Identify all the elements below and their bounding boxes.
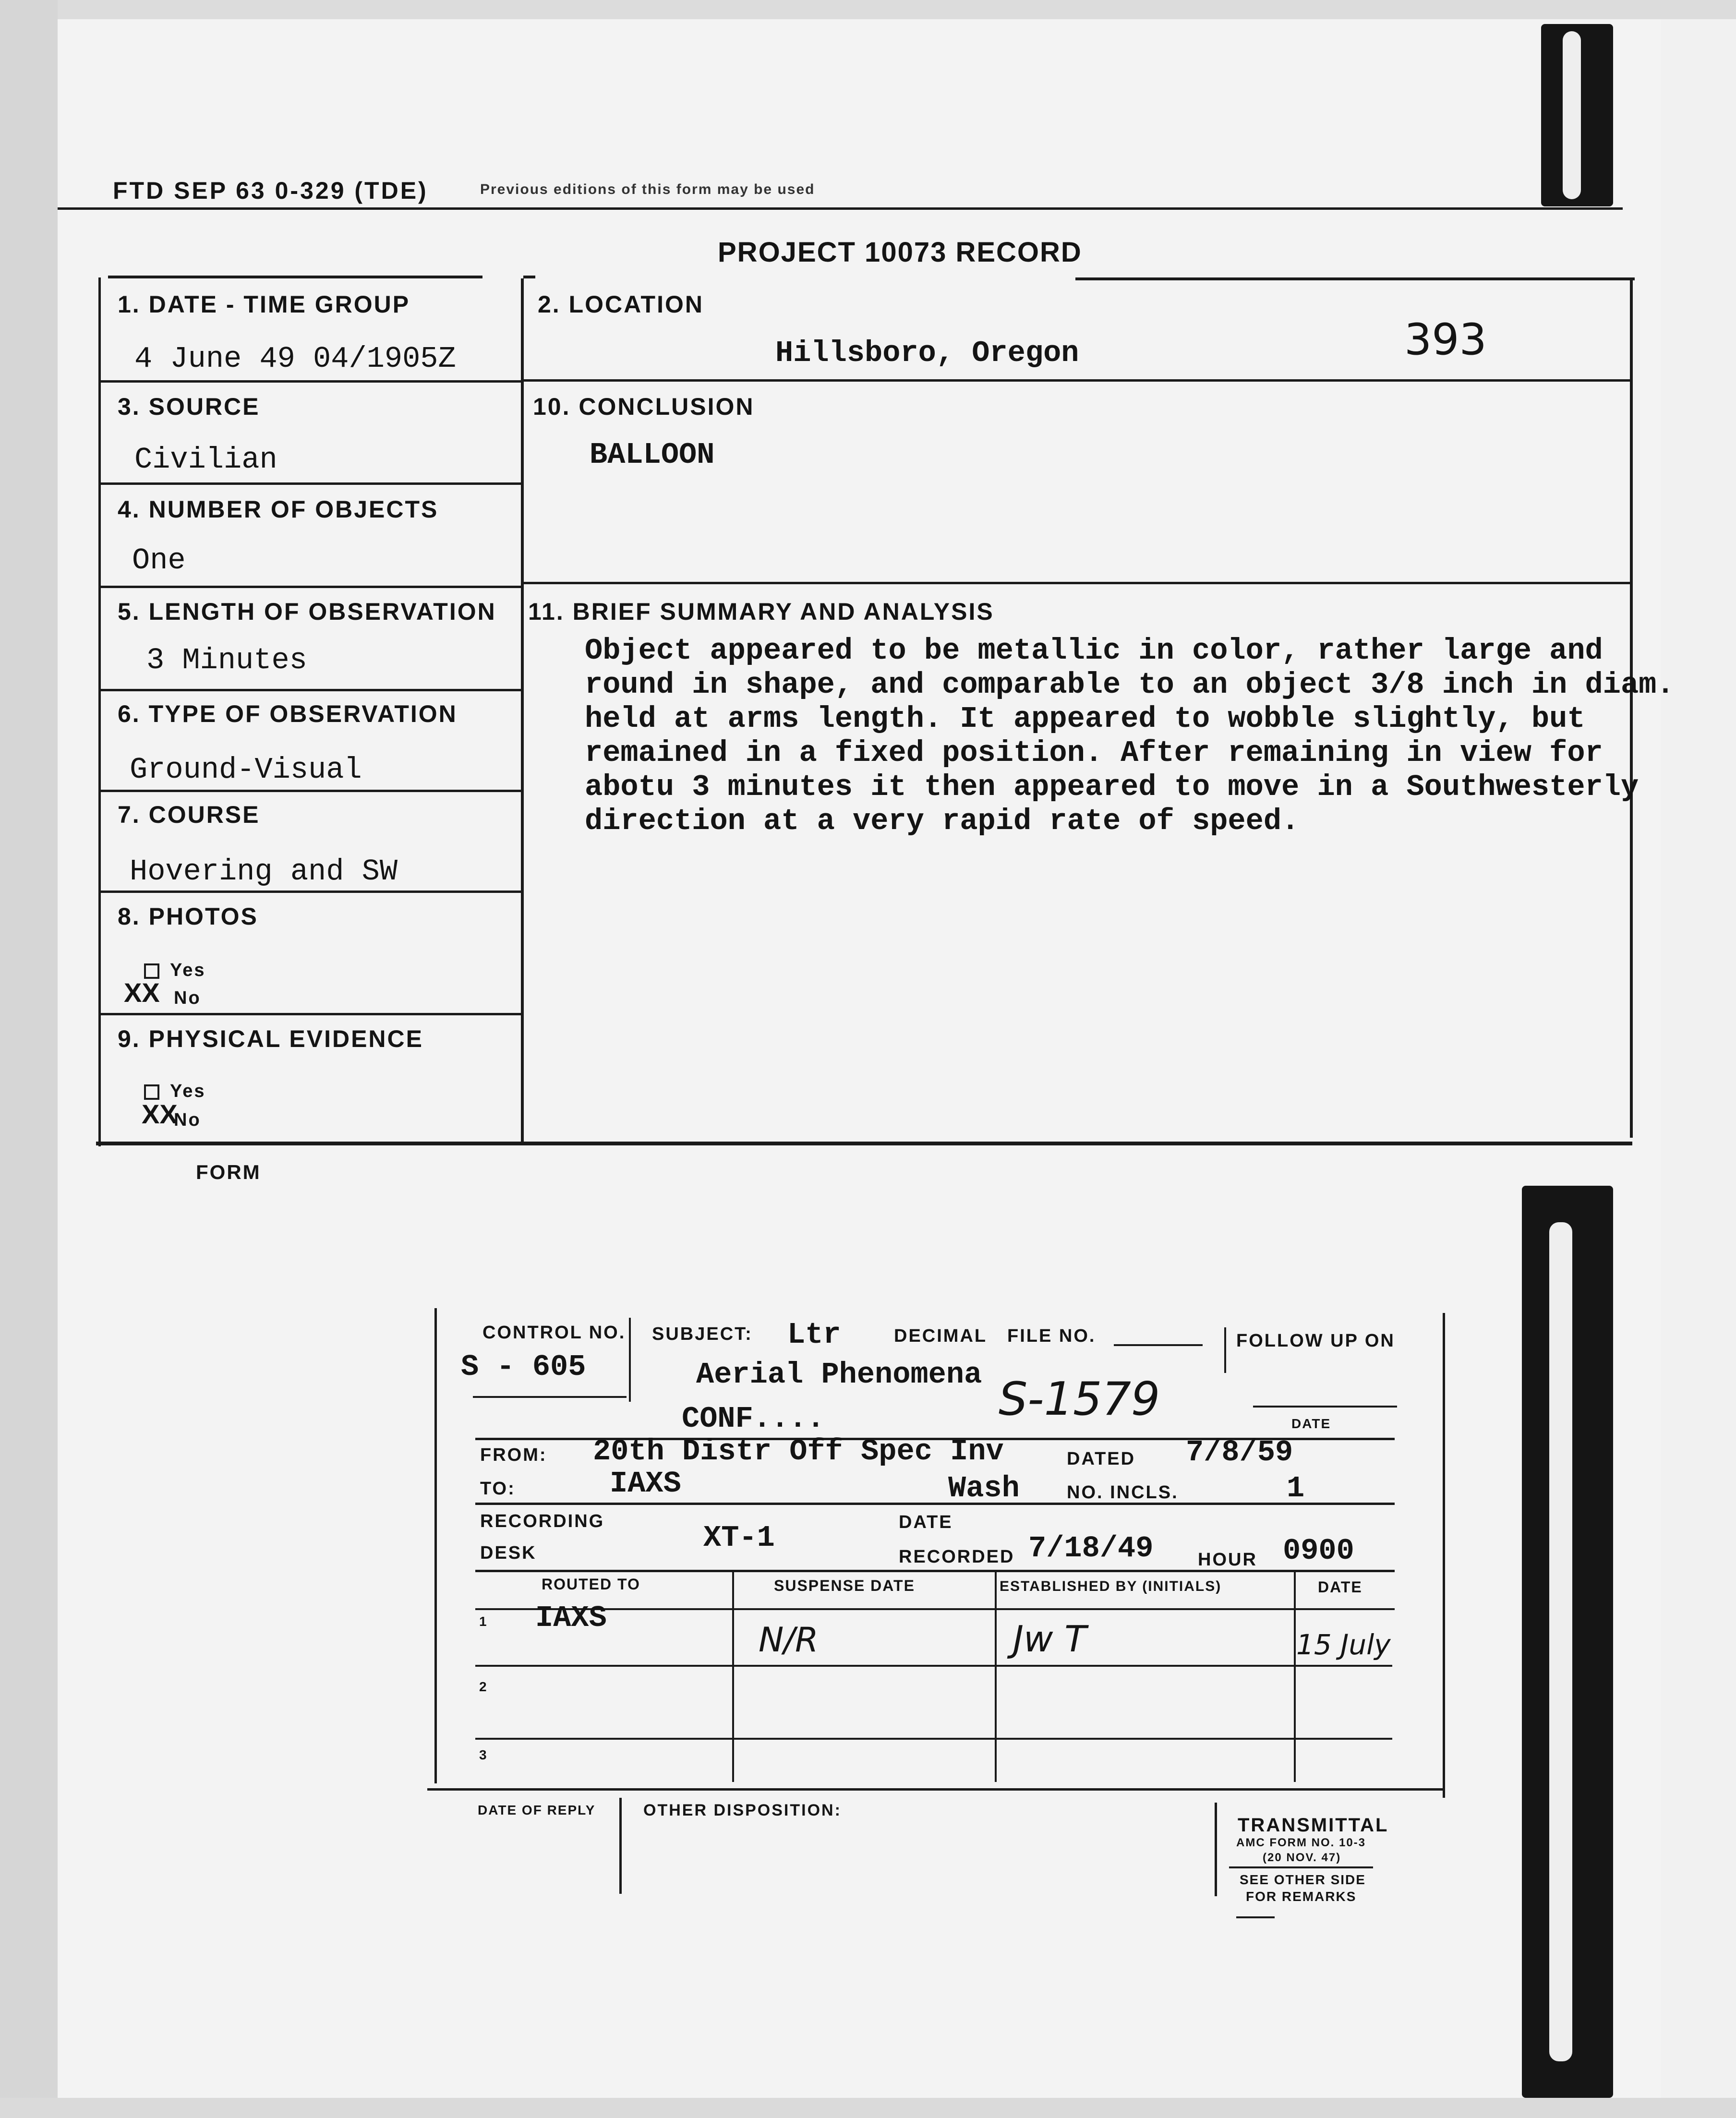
- physical-evidence-no-check-mark: XX: [142, 1099, 178, 1129]
- form-number-strip: FTD SEP 63 0-329 (TDE): [113, 177, 428, 204]
- slip-line: [434, 1308, 437, 1783]
- subject-line-3: CONF....: [682, 1402, 825, 1436]
- location-label: 2. LOCATION: [538, 291, 704, 318]
- no-incls-label: NO. INCLS.: [1067, 1482, 1179, 1503]
- date-recorded-label-1: DATE: [899, 1512, 953, 1532]
- routing-row-number: 2: [479, 1679, 488, 1694]
- film-edge-left: [0, 0, 58, 2118]
- type-of-observation-value: Ground-Visual: [130, 753, 362, 787]
- grid-line: [98, 586, 523, 588]
- conclusion-value: BALLOON: [590, 438, 715, 472]
- grid-line: [1075, 277, 1635, 280]
- type-of-observation-label: 6. TYPE OF OBSERVATION: [118, 700, 458, 727]
- date-of-reply-label: DATE OF REPLY: [478, 1803, 596, 1817]
- dated-value: 7/8/59: [1186, 1435, 1293, 1469]
- routing-row-initials: Jw T: [1013, 1618, 1087, 1660]
- subject-value: Ltr: [787, 1318, 841, 1352]
- slip-line: [475, 1665, 1392, 1667]
- subject-label: SUBJECT:: [652, 1324, 753, 1344]
- location-value: Hillsboro, Oregon: [775, 336, 1079, 370]
- routing-row-routed-to: IAXS: [535, 1601, 607, 1635]
- photos-no-label: No: [174, 988, 201, 1008]
- see-other-side-text: SEE OTHER SIDE: [1240, 1872, 1366, 1887]
- slip-line: [629, 1318, 631, 1402]
- summary-line: remained in a fixed position. After remaining in view for: [585, 736, 1603, 770]
- date-recorded-value: 7/18/49: [1028, 1531, 1154, 1565]
- photos-label: 8. PHOTOS: [118, 903, 258, 930]
- summary-line: direction at a very rapid rate of speed.: [585, 804, 1300, 838]
- decimal-label: DECIMAL: [894, 1326, 988, 1346]
- hour-label: HOUR: [1198, 1550, 1257, 1570]
- slip-line: [475, 1503, 1395, 1505]
- slip-line: [473, 1396, 627, 1398]
- summary-text: [585, 634, 1675, 838]
- control-no-value: S - 605: [461, 1350, 586, 1384]
- desk-value: XT-1: [703, 1521, 775, 1555]
- film-sprocket-mark-top: [1541, 24, 1613, 206]
- header-rule: [58, 207, 1623, 210]
- grid-line: [521, 379, 1632, 382]
- suspense-date-header: SUSPENSE DATE: [774, 1577, 915, 1594]
- source-value: Civilian: [134, 443, 277, 477]
- slip-line: [1443, 1313, 1445, 1798]
- slip-line: [1253, 1406, 1397, 1408]
- length-of-observation-value: 3 Minutes: [146, 643, 307, 677]
- slip-line: [1294, 1571, 1296, 1782]
- date-time-group-value: 4 June 49 04/1905Z: [134, 342, 456, 376]
- hour-value: 0900: [1283, 1534, 1354, 1568]
- page-title: PROJECT 10073 RECORD: [718, 237, 1082, 268]
- file-no-label: FILE NO.: [1007, 1326, 1096, 1346]
- number-of-objects-value: One: [132, 543, 186, 578]
- routing-row-number: 3: [479, 1747, 488, 1762]
- file-no-underline: [1114, 1344, 1203, 1346]
- form-strip-note: Previous editions of this form may be used: [480, 181, 815, 197]
- slip-line: [1229, 1866, 1373, 1868]
- grid-line: [521, 582, 1632, 584]
- physical-evidence-label: 9. PHYSICAL EVIDENCE: [118, 1025, 424, 1052]
- summary-label: 11. BRIEF SUMMARY AND ANALYSIS: [528, 598, 994, 625]
- slip-line: [1224, 1327, 1226, 1373]
- film-sprocket-mark-bottom: [1522, 1186, 1613, 2098]
- length-of-observation-label: 5. LENGTH OF OBSERVATION: [118, 598, 496, 625]
- slip-line: [995, 1571, 997, 1782]
- summary-line: held at arms length. It appeared to wobble slightly, but: [585, 702, 1585, 736]
- to-city: Wash: [948, 1471, 1020, 1505]
- summary-line: Object appeared to be metallic in color, rather large and: [585, 634, 1603, 668]
- physical-evidence-no-label: No: [174, 1110, 201, 1130]
- case-number: 393: [1404, 314, 1487, 365]
- from-value: 20th Distr Off Spec Inv: [593, 1434, 1004, 1468]
- slip-line: [427, 1788, 1445, 1791]
- summary-line: abotu 3 minutes it then appeared to move in a Southwesterly: [585, 770, 1639, 804]
- no-incls-value: 1: [1287, 1471, 1305, 1505]
- slip-line: [475, 1608, 1395, 1610]
- source-label: 3. SOURCE: [118, 393, 260, 420]
- photos-no-check-mark: XX: [124, 977, 160, 1008]
- grid-line: [98, 380, 523, 383]
- conclusion-label: 10. CONCLUSION: [533, 393, 755, 420]
- routed-to-header: ROUTED TO: [542, 1576, 640, 1593]
- slip-line: [732, 1571, 734, 1782]
- course-label: 7. COURSE: [118, 801, 260, 828]
- from-label: FROM:: [480, 1445, 547, 1465]
- for-remarks-text: FOR REMARKS: [1246, 1889, 1357, 1904]
- summary-line: round in shape, and comparable to an object 3/8 inch in diam.: [585, 668, 1675, 702]
- transmittal-form-date: (20 NOV. 47): [1263, 1851, 1341, 1864]
- slip-line: [1236, 1916, 1275, 1918]
- date-recorded-label-2: RECORDED: [899, 1547, 1015, 1567]
- course-value: Hovering and SW: [130, 854, 398, 889]
- dated-label: DATED: [1067, 1449, 1136, 1469]
- physical-evidence-yes-checkbox: [144, 1084, 159, 1100]
- grid-line: [98, 790, 523, 792]
- film-edge-top: [0, 0, 1736, 19]
- grid-line: [98, 1013, 523, 1015]
- grid-line: [98, 277, 101, 1146]
- grid-line: [98, 689, 523, 691]
- subject-line-2: Aerial Phenomena: [696, 1358, 982, 1392]
- follow-up-date-label: DATE: [1291, 1416, 1331, 1431]
- grid-line: [96, 1142, 1632, 1145]
- grid-line: [108, 276, 482, 278]
- to-value: IAXS: [610, 1467, 681, 1501]
- transmittal-form-number: AMC FORM NO. 10-3: [1236, 1836, 1366, 1849]
- photos-yes-label: Yes: [170, 960, 206, 980]
- slip-line: [619, 1798, 622, 1894]
- desk-label: DESK: [480, 1543, 537, 1563]
- grid-line: [98, 482, 523, 485]
- routing-row-number: 1: [479, 1614, 488, 1629]
- transmittal-form-name: TRANSMITTAL: [1238, 1815, 1389, 1836]
- control-no-label: CONTROL NO.: [482, 1323, 626, 1343]
- file-no-handwritten: S-1579: [999, 1373, 1160, 1426]
- slip-line: [475, 1738, 1392, 1740]
- grid-line: [523, 276, 535, 278]
- number-of-objects-label: 4. NUMBER OF OBJECTS: [118, 496, 439, 523]
- form-footer-label: FORM: [196, 1161, 261, 1183]
- date-time-group-label: 1. DATE - TIME GROUP: [118, 291, 410, 318]
- other-disposition-label: OTHER DISPOSITION:: [643, 1801, 842, 1819]
- follow-up-label: FOLLOW UP ON: [1236, 1331, 1395, 1351]
- routing-row-suspense: N/R: [759, 1620, 819, 1660]
- physical-evidence-yes-label: Yes: [170, 1081, 206, 1101]
- established-by-header: ESTABLISHED BY (INITIALS): [1000, 1578, 1222, 1594]
- routing-date-header: DATE: [1318, 1578, 1362, 1596]
- film-edge-bottom: [0, 2098, 1736, 2118]
- recording-label: RECORDING: [480, 1511, 605, 1531]
- slip-line: [1215, 1803, 1217, 1896]
- routing-row-date: 15 July: [1296, 1628, 1391, 1661]
- to-label: TO:: [480, 1479, 516, 1499]
- grid-line: [98, 891, 523, 893]
